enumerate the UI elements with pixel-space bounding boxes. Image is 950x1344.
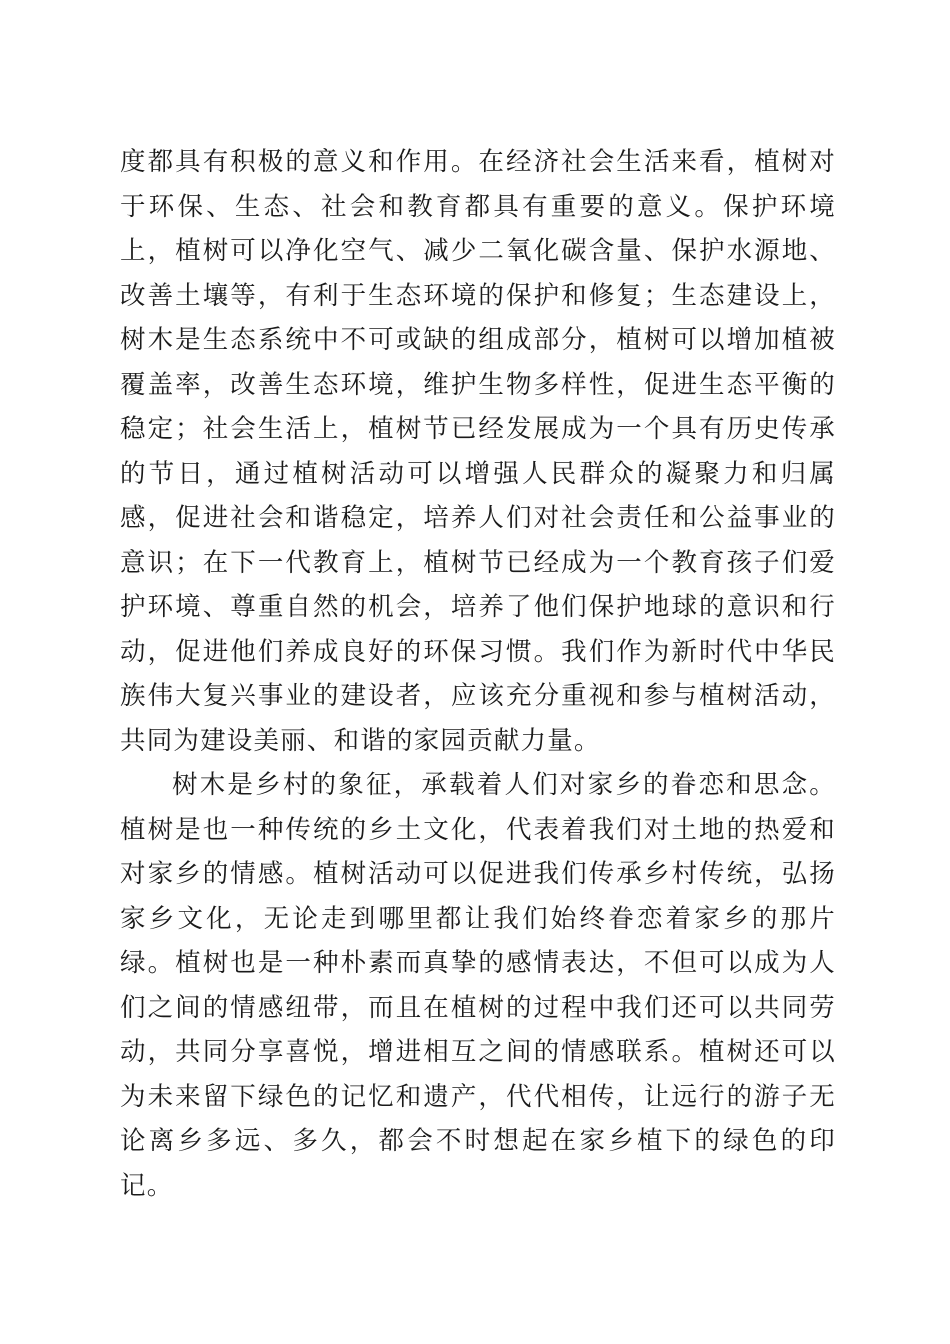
paragraph-2: 树木是乡村的象征，承载着人们对家乡的眷恋和思念。植树是也一种传统的乡土文化，代表着我们对土地的热爱和对家乡的情感。植树活动可以促进我们传承乡村传统，弘扬家乡文化，无论走到哪里都让我们始终眷恋着家乡的那片绿。植树也是一种朴素而真挚的感情表达，不但可以成为人们之间的情感纽带，而且在植树的过程中我们还可以共同劳动，共同分享喜悦，增进相互之间的情感联系。植树还可以为未来留下绿色的记忆和遗产，代代相传，让远行的游子无论离乡多远、多久，都会不时想起在家乡植下的绿色的印记。 <box>120 770 836 1201</box>
document-body <box>120 140 836 1208</box>
paragraph-1: 度都具有积极的意义和作用。在经济社会生活来看，植树对于环保、生态、社会和教育都具有重要的意义。保护环境上，植树可以净化空气、减少二氧化碳含量、保护水源地、改善土壤等，有利于生态环境的保护和修复；生态建设上，树木是生态系统中不可或缺的组成部分，植树可以增加植被覆盖率，改善生态环境，维护生物多样性，促进生态平衡的稳定；社会生活上，植树节已经发展成为一个具有历史传承的节日，通过植树活动可以增强人民群众的凝聚力和归属感，促进社会和谐稳定，培养人们对社会责任和公益事业的意识；在下一代教育上，植树节已经成为一个教育孩子们爱护环境、尊重自然的机会，培养了他们保护地球的意识和行动，促进他们养成良好的环保习惯。我们作为新时代中华民族伟大复兴事业的建设者，应该充分重视和参与植树活动，共同为建设美丽、和谐的家园贡献力量。 <box>120 147 836 756</box>
